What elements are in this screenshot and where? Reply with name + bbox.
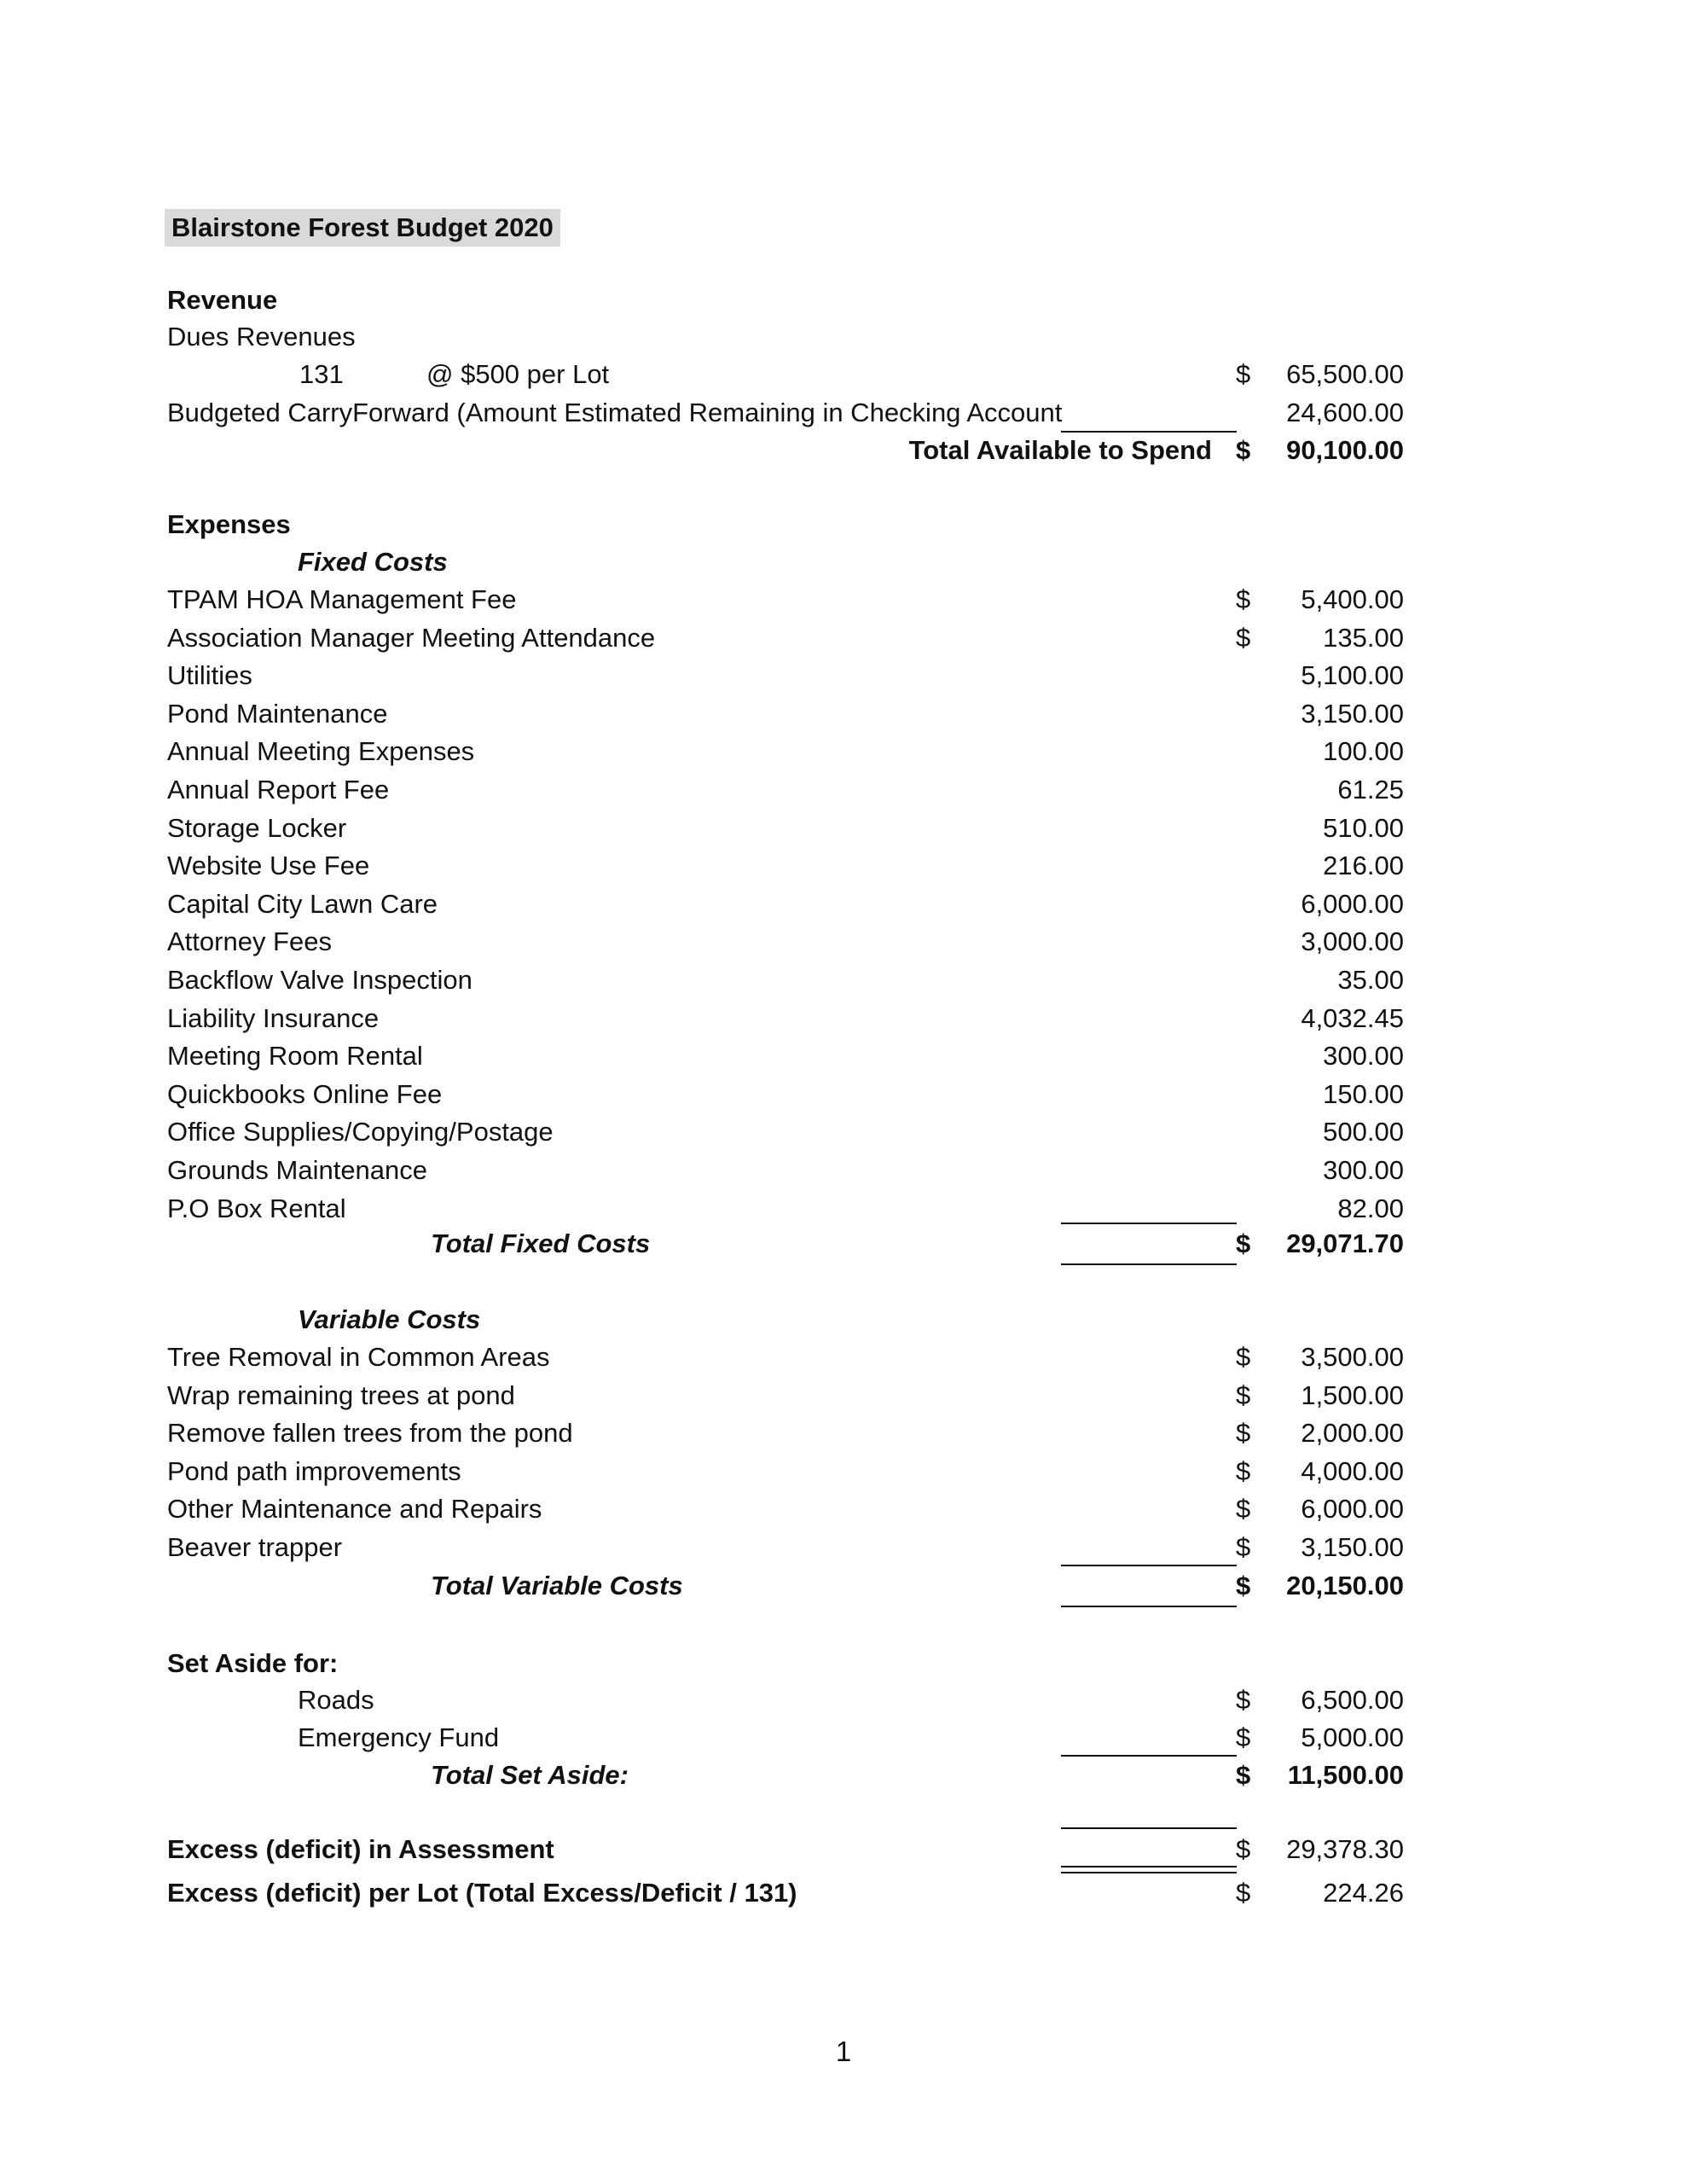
line-item-amount: 35.00 [1337, 965, 1404, 995]
line-item-label: Annual Report Fee [167, 775, 390, 804]
line-item-amount: 100.00 [1323, 736, 1404, 767]
dollar-sign: $ [1236, 1342, 1251, 1372]
dollar-sign: $ [1236, 435, 1251, 465]
fixed-cost-row [167, 1117, 1404, 1151]
line-item-label: Roads [298, 1685, 374, 1715]
dollar-sign: $ [1236, 1228, 1251, 1258]
excess-double-rule [1061, 1866, 1237, 1873]
total-available-label: Total Available to Spend [908, 435, 1212, 465]
line-item-label: Liability Insurance [167, 1002, 380, 1033]
line-item-amount: 5,000.00 [1301, 1722, 1404, 1752]
dollar-sign: $ [1236, 1722, 1251, 1752]
line-item-label: Backflow Valve Inspection [167, 965, 472, 995]
revenue-subtotal-rule [1061, 431, 1237, 433]
line-item-label: Other Maintenance and Repairs [167, 1494, 542, 1525]
dollar-sign: $ [1236, 1532, 1251, 1562]
expenses-heading-row [167, 509, 1404, 543]
fixed-cost-row [167, 1041, 1404, 1075]
variable-total-underline [1061, 1606, 1237, 1607]
total-fixed-amount: 29,071.70 [1286, 1228, 1404, 1258]
line-item-amount: 135.00 [1323, 622, 1404, 653]
line-item-label: Storage Locker [167, 812, 347, 843]
excess-per-lot-row [167, 1878, 1404, 1912]
fixed-cost-row [167, 1003, 1404, 1037]
line-item-label: Association Manager Meeting Attendance [167, 622, 656, 653]
variable-cost-row [167, 1418, 1404, 1452]
fixed-cost-row [167, 584, 1404, 619]
dollar-sign: $ [1236, 1455, 1251, 1486]
line-item-amount: 510.00 [1323, 812, 1404, 843]
document-title: Blairstone Forest Budget 2020 [165, 209, 560, 247]
line-item-amount: 500.00 [1323, 1117, 1404, 1147]
line-item-label: TPAM HOA Management Fee [167, 584, 517, 614]
line-item-amount: 2,000.00 [1301, 1418, 1404, 1449]
fixed-cost-row [167, 660, 1404, 694]
dollar-sign: $ [1236, 1494, 1251, 1525]
line-item-amount: 3,500.00 [1301, 1342, 1404, 1372]
variable-costs-heading: Variable Costs [298, 1304, 481, 1334]
per-lot-rate: @ $500 per Lot [426, 359, 610, 389]
total-set-aside-row [167, 1760, 1404, 1794]
dollar-sign: $ [1236, 1380, 1251, 1410]
expenses-heading: Expenses [167, 509, 291, 539]
variable-costs-heading-row [167, 1304, 1404, 1339]
line-item-label: Capital City Lawn Care [167, 888, 438, 919]
dues-revenues-label: Dues Revenues [167, 322, 356, 351]
excess-per-lot-amount: 224.26 [1323, 1878, 1404, 1908]
variable-cost-row [167, 1380, 1404, 1414]
fixed-total-underline [1061, 1263, 1237, 1265]
dollar-sign: $ [1236, 1834, 1251, 1864]
set-aside-heading-row [167, 1648, 1404, 1682]
line-item-amount: 6,000.00 [1301, 888, 1404, 919]
fixed-cost-row [167, 889, 1404, 923]
line-item-amount: 3,000.00 [1301, 926, 1404, 957]
set-aside-row [167, 1722, 1404, 1757]
line-item-label: Beaver trapper [167, 1532, 343, 1562]
line-item-amount: 6,000.00 [1301, 1494, 1404, 1525]
line-item-label: Emergency Fund [298, 1722, 500, 1752]
variable-cost-row [167, 1342, 1404, 1376]
page-number: 1 [835, 2036, 852, 2067]
line-item-label: Annual Meeting Expenses [167, 736, 475, 767]
dollar-sign: $ [1236, 1760, 1251, 1790]
excess-assessment-amount: 29,378.30 [1286, 1834, 1404, 1864]
line-item-amount: 82.00 [1337, 1193, 1404, 1223]
fixed-cost-row [167, 736, 1404, 770]
line-item-amount: 4,000.00 [1301, 1455, 1404, 1486]
fixed-cost-row [167, 926, 1404, 961]
line-item-label: P.O Box Rental [167, 1193, 346, 1223]
line-item-amount: 3,150.00 [1301, 698, 1404, 729]
set-aside-subtotal-rule [1061, 1755, 1237, 1757]
total-fixed-row [167, 1228, 1404, 1263]
variable-cost-row [167, 1456, 1404, 1490]
total-variable-amount: 20,150.00 [1286, 1571, 1404, 1600]
line-item-label: Office Supplies/Copying/Postage [167, 1117, 554, 1147]
lots-count: 131 [299, 359, 344, 389]
fixed-costs-heading: Fixed Costs [298, 547, 448, 577]
variable-cost-row [167, 1532, 1404, 1566]
line-item-amount: 216.00 [1323, 851, 1404, 881]
line-item-amount: 1,500.00 [1301, 1380, 1404, 1410]
fixed-cost-row [167, 965, 1404, 999]
total-variable-label: Total Variable Costs [431, 1571, 683, 1600]
line-item-label: Tree Removal in Common Areas [167, 1342, 550, 1372]
fixed-subtotal-rule [1061, 1223, 1237, 1224]
dues-amount: 65,500.00 [1286, 359, 1404, 389]
line-item-label: Utilities [167, 660, 252, 691]
revenue-heading: Revenue [167, 285, 278, 315]
line-item-label: Quickbooks Online Fee [167, 1078, 443, 1109]
carry-forward-label: Budgeted CarryForward (Amount Estimated Remaining in Checking Account [167, 398, 1063, 427]
line-item-amount: 3,150.00 [1301, 1532, 1404, 1562]
total-fixed-label: Total Fixed Costs [431, 1228, 651, 1258]
dollar-sign: $ [1236, 584, 1251, 614]
fixed-costs-heading-row [167, 547, 1404, 581]
line-item-amount: 300.00 [1323, 1041, 1404, 1072]
revenue-heading-row [167, 285, 1404, 319]
excess-assessment-row [167, 1834, 1404, 1868]
line-item-label: Grounds Maintenance [167, 1155, 428, 1185]
total-set-aside-amount: 11,500.00 [1287, 1760, 1404, 1790]
line-item-label: Pond path improvements [167, 1455, 461, 1486]
total-available-row [167, 435, 1404, 469]
dollar-sign: $ [1236, 359, 1251, 389]
set-aside-heading: Set Aside for: [167, 1648, 339, 1678]
fixed-cost-row [167, 1079, 1404, 1113]
dollar-sign: $ [1236, 1571, 1251, 1600]
fixed-cost-row [167, 1155, 1404, 1189]
line-item-amount: 6,500.00 [1301, 1685, 1404, 1715]
line-item-amount: 300.00 [1323, 1155, 1404, 1185]
line-item-amount: 5,100.00 [1301, 660, 1404, 691]
line-item-label: Website Use Fee [167, 851, 370, 881]
fixed-cost-row [167, 623, 1404, 657]
dues-revenues-row [167, 322, 1404, 356]
dollar-sign: $ [1236, 1685, 1251, 1715]
carry-forward-amount: 24,600.00 [1286, 398, 1404, 427]
fixed-cost-row [167, 851, 1404, 885]
line-item-label: Remove fallen trees from the pond [167, 1418, 573, 1449]
total-set-aside-label: Total Set Aside: [431, 1760, 629, 1790]
fixed-cost-row [167, 775, 1404, 809]
total-variable-row [167, 1571, 1404, 1605]
line-item-label: Wrap remaining trees at pond [167, 1380, 515, 1410]
line-item-label: Meeting Room Rental [167, 1041, 423, 1072]
line-item-amount: 150.00 [1323, 1078, 1404, 1109]
carry-forward-row [167, 398, 1404, 432]
dollar-sign: $ [1236, 1878, 1251, 1908]
excess-top-rule [1061, 1827, 1237, 1829]
dues-per-lot-row [167, 359, 1404, 393]
line-item-label: Pond Maintenance [167, 698, 388, 729]
dollar-sign: $ [1236, 622, 1251, 653]
line-item-amount: 61.25 [1337, 775, 1404, 804]
fixed-cost-row [167, 813, 1404, 847]
dollar-sign: $ [1236, 1418, 1251, 1449]
variable-cost-row [167, 1494, 1404, 1528]
set-aside-row [167, 1685, 1404, 1719]
fixed-cost-row [167, 699, 1404, 733]
line-item-amount: 5,400.00 [1301, 584, 1404, 614]
variable-subtotal-rule [1061, 1565, 1237, 1566]
excess-assessment-label: Excess (deficit) in Assessment [167, 1834, 554, 1864]
excess-per-lot-label: Excess (deficit) per Lot (Total Excess/Deficit / 131) [167, 1878, 797, 1908]
line-item-label: Attorney Fees [167, 926, 332, 957]
line-item-amount: 4,032.45 [1301, 1002, 1404, 1033]
total-available-amount: 90,100.00 [1286, 435, 1404, 465]
